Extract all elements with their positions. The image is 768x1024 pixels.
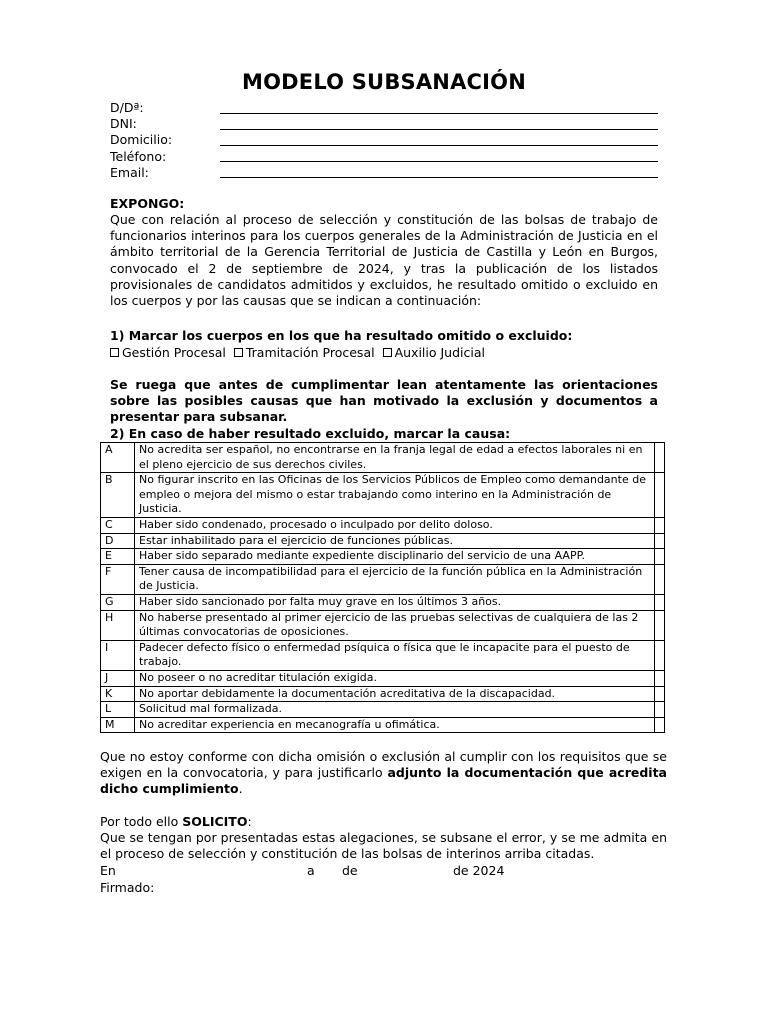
checkbox-label: Auxilio Judicial (394, 345, 485, 360)
solicito-colon: : (247, 814, 252, 829)
cause-mark-cell[interactable] (655, 702, 665, 718)
cause-mark-cell[interactable] (655, 594, 665, 610)
cause-row (101, 702, 665, 718)
body-checkboxes (110, 345, 658, 361)
cause-mark-cell[interactable] (655, 564, 665, 594)
cause-text: No poseer o no acreditar titulación exigida. (135, 670, 655, 686)
cause-text: Padecer defecto físico o enfermedad psíquica o física que le incapacite para el puesto de trabajo. (135, 640, 655, 670)
cause-row (101, 594, 665, 610)
cause-row (101, 717, 665, 733)
cause-text: No haberse presentado al primer ejercicio de las pruebas selectivas de cualquiera de las 2 últimas convocatorias de oposiciones. (135, 610, 655, 640)
address-blank-line[interactable] (220, 145, 658, 146)
field-label: Domicilio: (110, 132, 173, 148)
cause-text: No acredita ser español, no encontrarse en la franja legal de edad a efectos laborales ni en el pleno ejercicio de sus derechos civiles. (135, 443, 655, 473)
cause-mark-cell[interactable] (655, 549, 665, 565)
section1-heading: 1) Marcar los cuerpos en los que ha resultado omitido o excluido: (110, 328, 573, 343)
checkbox-label: Gestión Procesal (122, 345, 226, 360)
checkbox-label: Tramitación Procesal (245, 345, 375, 360)
conformity-bold-text: adjunto la documentación que acredita dicho cumplimiento (100, 765, 667, 797)
cause-mark-cell[interactable] (655, 640, 665, 670)
place-label: En (100, 863, 116, 878)
dni-blank-line[interactable] (220, 129, 658, 130)
solicito-body: Que se tengan por presentadas estas alegaciones, se subsane el error, y se me admita en el proceso de selección y constitución de las bolsas de interinos arriba citadas. (100, 830, 667, 862)
cause-code: I (101, 640, 135, 670)
field-email (110, 165, 658, 181)
cause-row (101, 640, 665, 670)
day-label: a (307, 863, 315, 878)
field-dni (110, 116, 658, 132)
field-label: Teléfono: (110, 148, 167, 164)
cause-code: B (101, 473, 135, 518)
checkbox-tramitacion-procesal[interactable] (234, 348, 243, 357)
cause-code: D (101, 533, 135, 549)
cause-row (101, 517, 665, 533)
cause-mark-cell[interactable] (655, 686, 665, 702)
field-address (110, 132, 658, 148)
signature-label: Firmado: (100, 880, 155, 895)
cause-mark-cell[interactable] (655, 517, 665, 533)
cause-code: L (101, 702, 135, 718)
conformity-text: Que no estoy conforme con dicha omisión o exclusión al cumplir con los requisitos que se exigen en la convocatoria, y para justificarlo (100, 749, 667, 781)
cause-code: E (101, 549, 135, 565)
field-label: Email: (110, 164, 149, 180)
cause-code: F (101, 564, 135, 594)
expongo-body: Que con relación al proceso de selección y constitución de las bolsas de trabajo de funcionarios interinos para los cuerpos generales de la Administración de Justicia en el ámbito territorial de la Gerencia Territorial de Justicia de Castilla y León en Burgos, convocado el 2 de septiembre de 2024, y tras la publicación de los listados provisionales de candidatos admitidos y excluidos, he resultado omitido o excluido en los cuerpos y por las causas que se indican a continuación: (110, 212, 658, 309)
cause-mark-cell[interactable] (655, 443, 665, 473)
cause-code: H (101, 610, 135, 640)
cause-row (101, 549, 665, 565)
section2-heading: 2) En caso de haber resultado excluido, marcar la causa: (110, 426, 511, 441)
warning-note: Se ruega que antes de cumplimentar lean atentamente las orientaciones sobre las posibles causas que han motivado la exclusión y documentos a presentar para subsanar. (110, 377, 658, 425)
conformity-paragraph (100, 749, 667, 798)
checkbox-gestion-procesal[interactable] (110, 348, 119, 357)
cause-code: A (101, 443, 135, 473)
causes-table (100, 442, 665, 733)
phone-blank-line[interactable] (220, 161, 658, 162)
conformity-end: . (238, 781, 243, 797)
cause-text: No aportar debidamente la documentación acreditativa de la discapacidad. (135, 686, 655, 702)
cause-row (101, 670, 665, 686)
cause-mark-cell[interactable] (655, 670, 665, 686)
cause-mark-cell[interactable] (655, 717, 665, 733)
cause-row (101, 473, 665, 518)
cause-text: Solicitud mal formalizada. (135, 702, 655, 718)
cause-row (101, 533, 665, 549)
cause-code: J (101, 670, 135, 686)
cause-text: Haber sido separado mediante expediente disciplinario del servicio de una AAPP. (135, 549, 655, 565)
name-blank-line[interactable] (220, 113, 658, 114)
cause-row (101, 610, 665, 640)
cause-mark-cell[interactable] (655, 473, 665, 518)
cause-row (101, 443, 665, 473)
field-label: DNI: (110, 116, 137, 132)
field-phone (110, 149, 658, 165)
document-title: MODELO SUBSANACIÓN (242, 70, 526, 94)
cause-text: No figurar inscrito en las Oficinas de los Servicios Públicos de Empleo como demandante de empleo o mejora del mismo o estar trabajando como interino en la Administración de Justicia. (135, 473, 655, 518)
year-label: de 2024 (453, 863, 505, 878)
cause-mark-cell[interactable] (655, 533, 665, 549)
solicito-keyword: SOLICITO (182, 814, 248, 829)
cause-text: Estar inhabilitado para el ejercicio de funciones públicas. (135, 533, 655, 549)
field-label: D/Dª: (110, 100, 144, 115)
cause-text: Haber sido sancionado por falta muy grave en los últimos 3 años. (135, 594, 655, 610)
cause-row (101, 564, 665, 594)
email-blank-line[interactable] (220, 177, 658, 178)
cause-text: Tener causa de incompatibilidad para el ejercicio de la función pública en la Administración de Justicia. (135, 564, 655, 594)
cause-text: Haber sido condenado, procesado o inculpado por delito doloso. (135, 517, 655, 533)
personal-data-fields (110, 100, 658, 181)
month-label: de (342, 863, 358, 878)
expongo-heading: EXPONGO: (110, 196, 185, 211)
cause-row (101, 686, 665, 702)
cause-code: C (101, 517, 135, 533)
cause-code: K (101, 686, 135, 702)
solicito-line (100, 814, 667, 830)
cause-code: G (101, 594, 135, 610)
checkbox-auxilio-judicial[interactable] (383, 348, 392, 357)
field-name (110, 100, 658, 116)
cause-text: No acreditar experiencia en mecanografía u ofimática. (135, 717, 655, 733)
solicito-intro: Por todo ello (100, 814, 183, 829)
place-date-line (100, 863, 667, 879)
cause-mark-cell[interactable] (655, 610, 665, 640)
cause-code: M (101, 717, 135, 733)
